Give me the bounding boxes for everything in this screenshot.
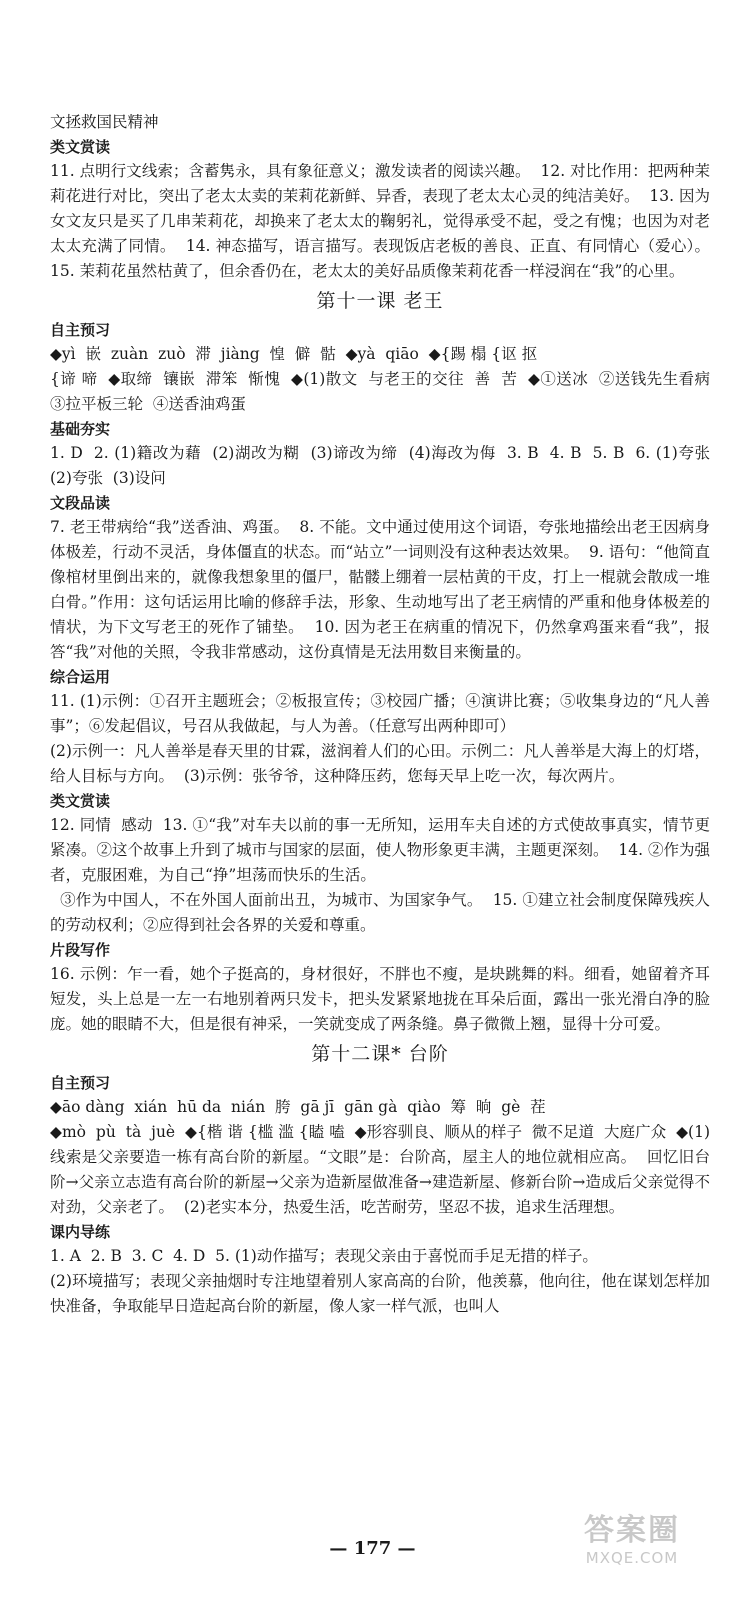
text-block: 11. 点明行文线索；含蓄隽永，具有象征意义；激发读者的阅读兴趣。 12. 对比作用：把两种茉莉花进行对比，突出了老太太卖的茉莉花新鲜、异香，表现了老太太心灵的纯洁美好。 13. 因为女文友只是买了几串茉莉花，却换来了老太太的鞠躬礼，觉得承受不起，受之有愧；也因为对老太太充满了同情。 14. 神态描写，语言描写。表现饭店老板的善良、正直、有同情心（爱心）。 15. 茉莉花虽然枯黄了，但余香仍在，老太太的美好品质像茉莉花香一样浸润在“我”的心里。 — [50, 162, 720, 280]
section-heading: 片段写作 — [50, 941, 111, 959]
text-block: 1. D 2. (1)籍改为藉 (2)湖改为糊 (3)谛改为缔 (4)海改为侮 3. B 4. B 5. B 6. (1)夸张 (2)夸张 (3)设问 — [50, 444, 720, 487]
section-heading: 综合运用 — [50, 668, 111, 686]
text-block: 1. A 2. B 3. C 4. D 5. (1)动作描写；表现父亲由于喜悦而手足无措的样子。 (2)环境描写；表现父亲抽烟时专注地望着别人家高高的台阶，他羡慕，他向往，他在谋划怎样加快准备，争取能早日造起高台阶的新屋，像人家一样气派，也叫人 — [50, 1247, 710, 1315]
text-block: 16. 示例：乍一看，她个子挺高的，身材很好，不胖也不瘦，是块跳舞的料。细看，她留着齐耳短发，头上总是一左一右地别着两只发卡，把头发紧紧地拢在耳朵后面，露出一张光滑白净的脸庞。她的眼睛不大，但是很有神采，一笑就变成了两条缝。鼻子微微上翘，显得十分可爱。 — [50, 965, 710, 1033]
section-heading: 自主预习 — [50, 1074, 111, 1092]
watermark-logo: 答案圈 — [584, 1513, 680, 1548]
lesson-title: 第十一课 老王 — [316, 290, 444, 312]
page-number-value: 177 — [353, 1538, 392, 1559]
text-block: 11. (1)示例：①召开主题班会；②板报宣传；③校园广播；④演讲比赛；⑤收集身边的“凡人善事”；⑥发起倡议，号召从我做起，与人为善。（任意写出两种即可） (2)示例一：凡人善举是春天里的甘霖，滋润着人们的心田。示例二：凡人善举是大海上的灯塔，给人目标与方向。 (3)示例：张爷爷，这种降压药，您每天早上吃一次，每次两片。 — [50, 692, 710, 785]
section-heading: 类文赏读 — [50, 792, 111, 810]
text-block: ◆mò pù tà juè ◆{楷 谐 {槛 滥 {瞌 嗑 ◆形容驯良、顺从的样子 微不足道 大庭广众 ◆(1)线索是父亲要造一栋有高台阶的新屋。“文眼”是：台阶高，屋主人的地位就相应高。 回忆旧台阶→父亲立志造有高台阶的新屋→父亲为造新屋做准备→建造新屋、修新台阶→造成后父亲觉得不对劲，父亲老了。 (2)老实本分，热爱生活，吃苦耐劳，坚忍不拔，追求生活理想。 — [50, 1123, 710, 1216]
answer-page-body — [50, 110, 720, 1319]
section-heading: 基础夯实 — [50, 420, 111, 438]
watermark — [537, 1505, 727, 1567]
section-heading: 类文赏读 — [50, 138, 111, 156]
text-block: ◆yì 嵌 zuàn zuò 滞 jiàng 惶 僻 骷 ◆yà qiāo ◆{踢 榻 {讴 抠 — [50, 345, 538, 363]
text-block: {谛 啼 ◆取缔 镶嵌 滞笨 惭愧 ◆(1)散文 与老王的交往 善 苦 ◆①送冰 ②送钱先生看病 ③拉平板三轮 ④送香油鸡蛋 — [50, 370, 720, 413]
section-heading: 课内导练 — [50, 1223, 111, 1241]
text-block: 文拯救国民精神 — [50, 113, 159, 131]
text-block: ◆āo dàng xián hū da nián 胯 gā jī gān gà qiào 筹 晌 gè 茬 — [50, 1098, 546, 1116]
text-block: 7. 老王带病给“我”送香油、鸡蛋。 8. 不能。文中通过使用这个词语，夸张地描绘出老王因病身体极差，行动不灵活，身体僵直的状态。而“站立”一词则没有这种表达效果。 9. 语句：“他简直像棺材里倒出来的，就像我想象里的僵尸，骷髅上绷着一层枯黄的干皮，打上一棍就会散成一堆白骨。”作用：这句话运用比喻的修辞手法，形象、生动地写出了老王病情的严重和他身体极差的情状，为下文写老王的死作了铺垫。 10. 因为老王在病重的情况下，仍然拿鸡蛋来看“我”，报答“我”对他的关照，令我非常感动，这份真情是无法用数目来衡量的。 — [50, 518, 710, 661]
section-heading: 自主预习 — [50, 321, 111, 339]
watermark-site: MXQE.COM — [585, 1549, 679, 1567]
page-number: — 177 — — [329, 1538, 416, 1559]
section-heading: 文段品读 — [50, 494, 111, 512]
text-block: 12. 同情 感动 13. ①“我”对车夫以前的事一无所知，运用车夫自述的方式使故事真实，情节更紧凑。②这个故事上升到了城市与国家的层面，使人物形象更丰满，主题更深刻。 14. ②作为强者，克服困难，为自己“挣”坦荡而快乐的生活。 ③作为中国人，不在外国人面前出丑，为城市、为国家争气。 15. ①建立社会制度保障残疾人的劳动权利；②应得到社会各界的关爱和尊重。 — [50, 816, 711, 934]
lesson-title: 第十二课* 台阶 — [311, 1043, 449, 1065]
